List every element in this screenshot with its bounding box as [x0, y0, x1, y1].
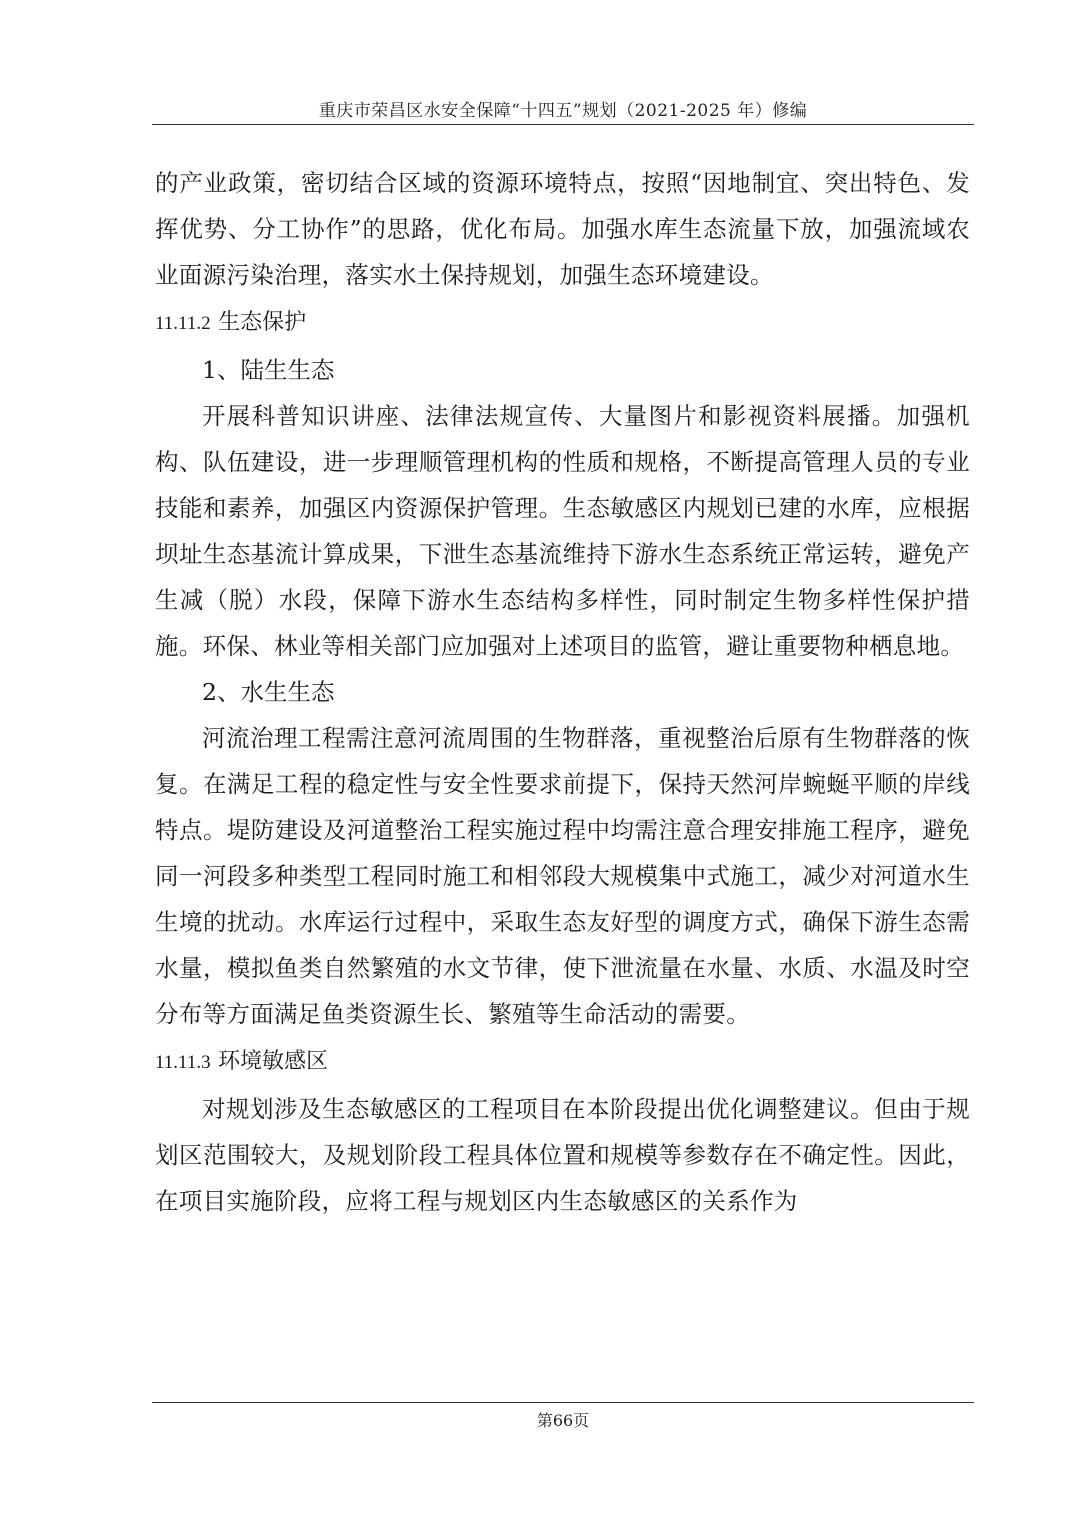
section-heading-11-11-3 [155, 1037, 970, 1086]
paragraph-terrestrial-ecology: 开展科普知识讲座、法律法规宣传、大量图片和影视资料展播。加强机构、队伍建设，进一步理顺管理机构的性质和规格，不断提高管理人员的专业技能和素养，加强区内资源保护管理。生态敏感区内规划已建的水库，应根据坝址生态基流计算成果，下泄生态基流维持下游水生态系统正常运转，避免产生减（脱）水段，保障下游水生态结构多样性，同时制定生物多样性保护措施。环保、林业等相关部门应加强对上述项目的监管，避让重要物种栖息地。 [155, 402, 970, 660]
section-number: 11.11.2 [155, 313, 211, 334]
paragraph-aquatic-ecology: 河流治理工程需注意河流周围的生物群落，重视整治后原有生物群落的恢复。在满足工程的稳定性与安全性要求前提下，保持天然河岸蜿蜒平顺的岸线特点。堤防建设及河道整治工程实施过程中均需注意合理安排施工程序，避免同一河段多种类型工程同时施工和相邻段大规模集中式施工，减少对河道水生生境的扰动。水库运行过程中，采取生态友好型的调度方式，确保下游生态需水量，模拟鱼类自然繁殖的水文节律，使下泄流量在水量、水质、水温及时空分布等方面满足鱼类资源生长、繁殖等生命活动的需要。 [155, 724, 970, 1028]
subsection-terrestrial-ecology: 1、陆生生态 [202, 356, 335, 384]
footer-divider [152, 1402, 974, 1403]
subsection-aquatic-ecology: 2、水生生态 [202, 678, 335, 706]
page-number: 第66页 [536, 1411, 590, 1430]
paragraph-continued: 的产业政策，密切结合区域的资源环境特点，按照“因地制宜、突出特色、发挥优势、分工协作”的思路，优化布局。加强水库生态流量下放，加强流域农业面源污染治理，落实水土保持规划，加强生态环境建设。 [155, 169, 970, 289]
section-number: 11.11.3 [155, 1052, 211, 1073]
section-title: 环境敏感区 [218, 1049, 329, 1074]
section-title: 生态保护 [218, 310, 307, 335]
section-heading-11-11-2 [155, 298, 970, 347]
header-divider [152, 124, 974, 125]
running-header: 重庆市荣昌区水安全保障“十四五”规划（2021-2025 年）修编 [318, 101, 808, 121]
page-body [155, 160, 970, 1224]
paragraph-sensitive-areas: 对规划涉及生态敏感区的工程项目在本阶段提出优化调整建议。但由于规划区范围较大，及规划阶段工程具体位置和规模等参数存在不确定性。因此，在项目实施阶段，应将工程与规划区内生态敏感区的关系作为 [155, 1095, 970, 1215]
